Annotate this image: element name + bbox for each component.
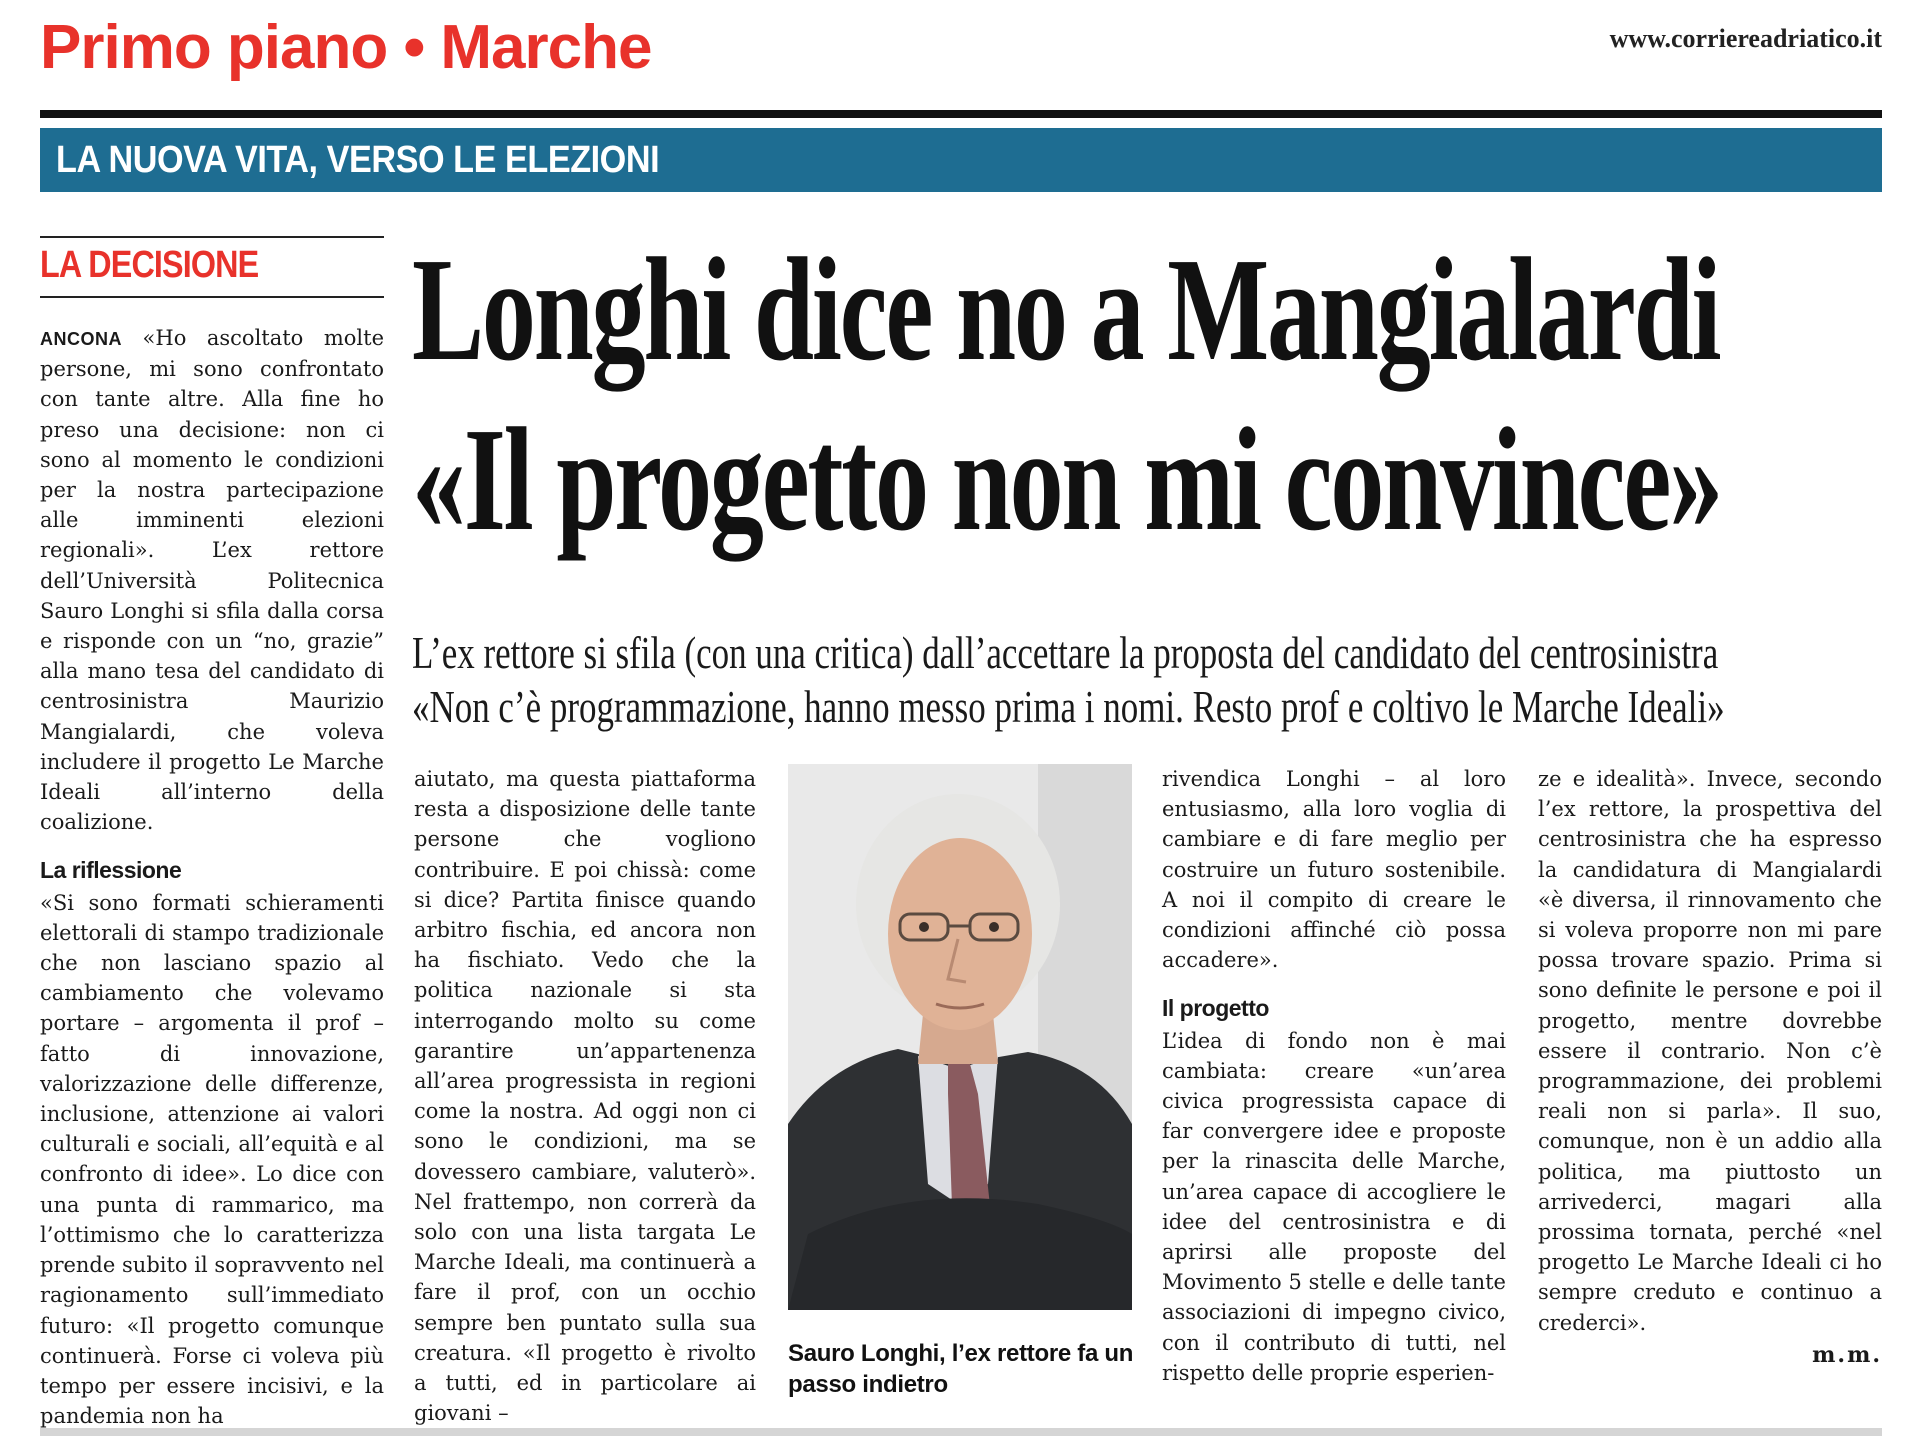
sidebar-rule-top: [40, 236, 384, 238]
dateline: ANCONA: [40, 329, 122, 349]
article-column-3: [1162, 764, 1506, 1388]
section-title: Primo piano • Marche: [40, 13, 652, 82]
article-column-1: [40, 323, 384, 1431]
lead-paragraph: [40, 323, 384, 837]
subhead-line-1: L’ex rettore si sfila (con una critica) dall’accettare la proposta del candidato del centrosinistra: [412, 627, 1719, 678]
section-subtitle-riflessione: La riflessione: [40, 857, 182, 884]
topic-banner: [40, 128, 1882, 192]
portrait-illustration: [788, 764, 1132, 1310]
headline-line-1: Longhi dice no a Mangialardi: [412, 228, 1720, 392]
article-column-2: [414, 764, 756, 1428]
author-signature: m.m.: [1812, 1342, 1882, 1368]
sidebar-rule-bottom: [40, 296, 384, 298]
banner-text: LA NUOVA VITA, VERSO LE ELEZIONI: [56, 138, 660, 181]
paragraph-3: aiutato, ma questa piattaforma resta a disposizione delle tante persone che vogliono contribuire. E poi chissà: come si dice? Partita finisce quando arbitro fischia, ed ancora non ha fischiato. Vedo che la politica nazionale si sta interrogando molto su come garantire un’appartenenza all’area progressista in regioni come la nostra. Ad oggi non ci sono le condizioni, ma se dovessero cambiare, valuterò». Nel frattempo, non correrà da solo con una lista targata Le Marche Ideali, ma continuerà a fare il prof, con un occhio sempre ben puntato sulla sua creatura. «Il progetto è rivolto a tutti, ed in particolare ai giovani –: [414, 767, 756, 1426]
portrait-photo: [788, 764, 1132, 1310]
paragraph-2: «Si sono formati schieramenti elettorali di stampo tradizionale che non lasciano spazio al cambiamento che volevamo portare – argomenta il prof – fatto di innovazione, valorizzazione delle differenze, inclusione, attenzione ai valori culturali e sociali, all’equità e al confronto di idee». Lo dice con una punta di rammarico, ma l’ottimismo che lo caratterizza prende subito il sopravvento nel ragionamento sull’immediato futuro: «Il progetto comunque continuerà. Forse ci voleva più tempo per essere incisivi, e la pandemia non ha: [40, 890, 384, 1429]
sidebar-tag: LA DECISIONE: [40, 244, 259, 286]
paragraph-6: ze e idealità». Invece, secondo l’ex rettore, la prospettiva del centrosinistra che ha espresso la candidatura di Mangialardi «è diversa, il rinnovamento che si voleva proporre non mi pare possa trovare spazio. Prima si sono definite le persone e poi il progetto, mentre dovrebbe essere il contrario. Non c’è programmazione, dei problemi reali non si parla». Il suo, comunque, non è un addio alla politica, ma piuttosto un arrivederci, magari alla prossima tornata, perché «nel progetto Le Marche Ideali ci ho sempre creduto e continuo a crederci».: [1538, 767, 1882, 1335]
subhead-line-2: «Non c’è programmazione, hanno messo prima i nomi. Resto prof e coltivo le Marche Ideali»: [412, 681, 1725, 732]
headline: [412, 228, 1882, 562]
top-rule: [40, 110, 1882, 118]
section-subtitle-progetto: Il progetto: [1162, 995, 1269, 1022]
paragraph-1: «Ho ascoltato molte persone, mi sono confrontato con tante altre. Alla fine ho preso una decisione: non ci sono al momento le condizioni per la nostra partecipazione alle imminenti elezioni regionali». L’ex rettore dell’Università Politecnica Sauro Longhi si sfila dalla corsa e risponde con un “no, grazie” alla mano tesa del candidato di centrosinistra Maurizio Mangialardi, che voleva includere il progetto Le Marche Ideali all’interno della coalizione.: [40, 326, 384, 835]
paragraph-5: L’idea di fondo non è mai cambiata: creare «un’area civica progressista capace di far convergere idee e proposte per la rinascita delle Marche, un’area capace di accogliere le idee del centrosinistra e di aprirsi alle proposte del Movimento 5 stelle e delle tante associazioni di impegno civico, con il contributo di tutti, nel rispetto delle proprie esperien-: [1162, 1028, 1506, 1385]
headline-line-2: «Il progetto non mi convince»: [412, 398, 1721, 562]
article-column-4: [1538, 764, 1882, 1338]
bottom-rule: [40, 1428, 1882, 1436]
paragraph-4: rivendica Longhi – al loro entusiasmo, alla loro voglia di cambiare e di fare meglio per costruire un futuro sostenibile. A noi il compito di creare le condizioni affinché ciò possa accadere».: [1162, 767, 1506, 973]
site-url[interactable]: www.corriereadriatico.it: [1609, 24, 1882, 53]
photo-caption: Sauro Longhi, l’ex rettore fa un passo indietro: [788, 1340, 1134, 1398]
